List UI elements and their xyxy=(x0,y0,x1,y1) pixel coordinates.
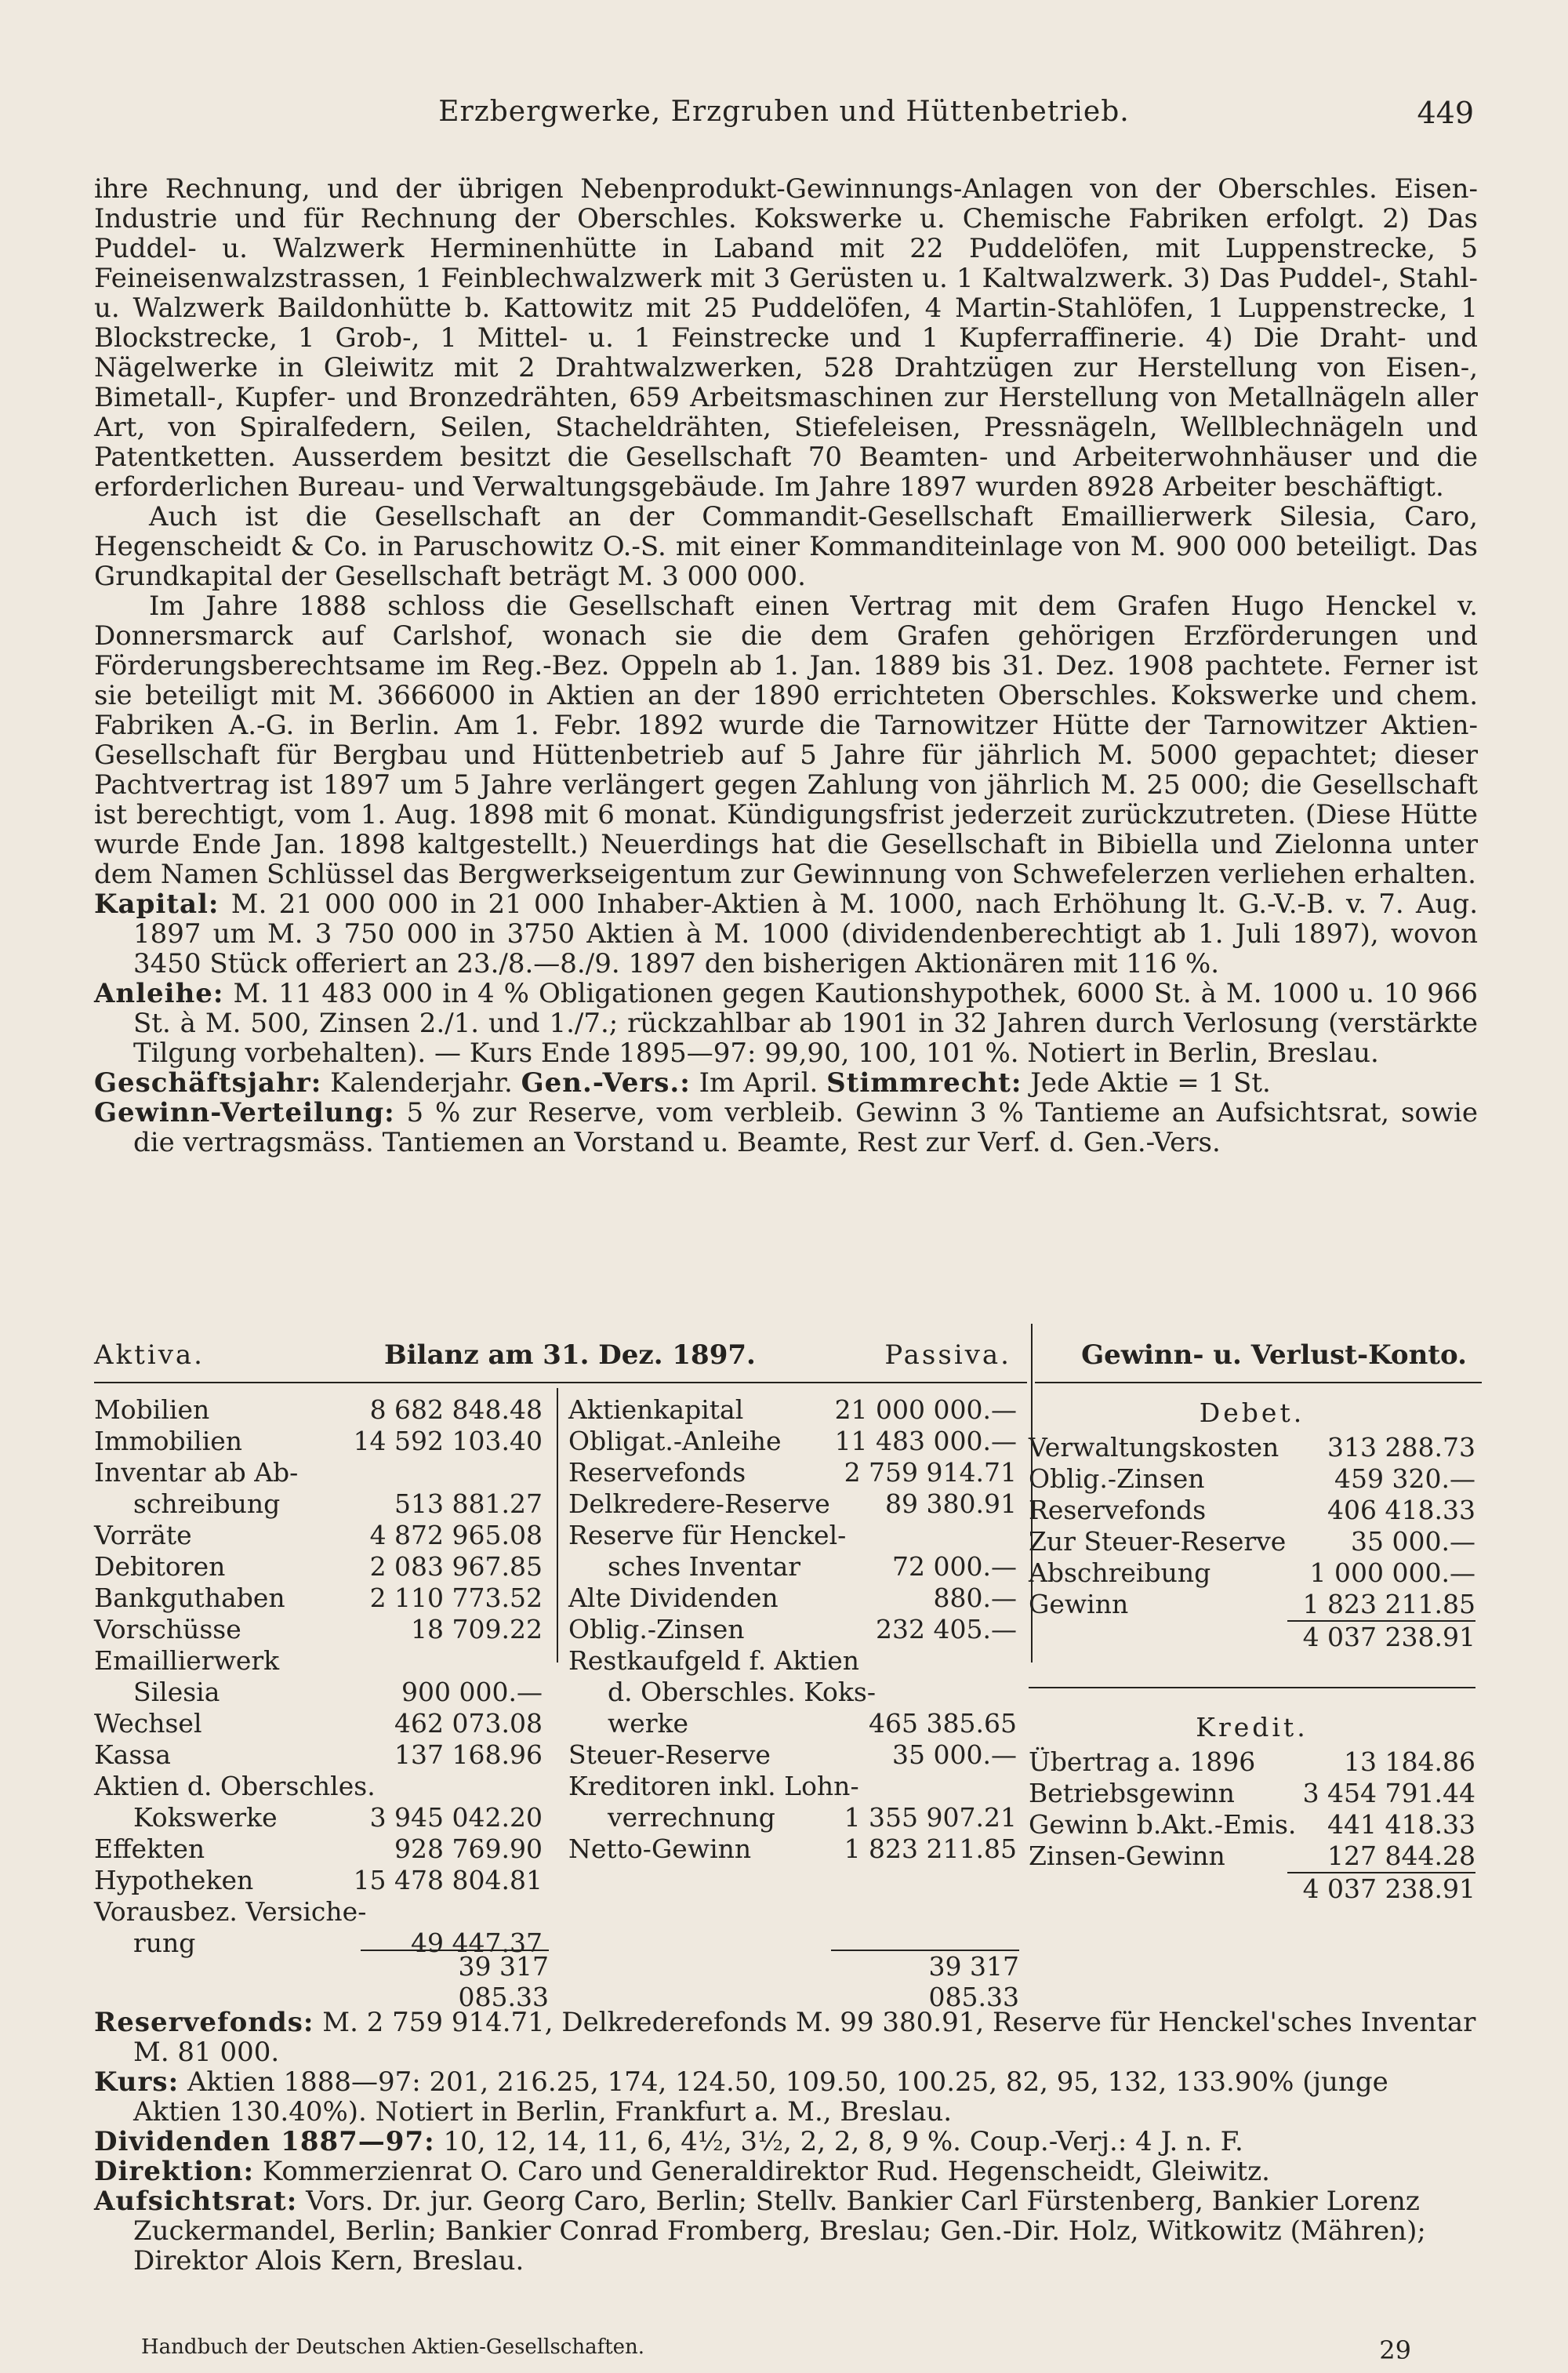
kredit-total: 4 037 238.91 xyxy=(1287,1872,1475,1904)
table-row xyxy=(94,1802,543,1833)
kapital-text: M. 21 000 000 in 21 000 Inhaber-Aktien à M. 1000, nach Erhöhung lt. G.-V.-B. v. 7. Aug. 1897 um M. 3 750 000 in 3750 Aktien à M. 1000 (dividendenberechtigt ab 1. Juli 1897), wovon 3450 Stück offeriert an 23./8.—8./9. 1897 den bisherigen Aktionären mit 116 %. xyxy=(133,889,1478,979)
table-row xyxy=(94,1677,543,1708)
row-label: Debitoren xyxy=(94,1551,226,1582)
table-row xyxy=(94,1426,543,1457)
table-row xyxy=(1029,1463,1475,1495)
row-value: 14 592 103.40 xyxy=(353,1426,543,1456)
guv-title: Gewinn- u. Verlust-Konto. xyxy=(1081,1339,1467,1371)
section-geschaeftsjahr xyxy=(94,1068,1478,1098)
row-label: Gewinn xyxy=(1029,1589,1129,1619)
table-row xyxy=(568,1614,1017,1645)
table-row xyxy=(94,1488,543,1520)
row-value: 880.— xyxy=(933,1583,1017,1613)
section-kurs xyxy=(94,2067,1478,2127)
aktiva-list xyxy=(94,1394,543,1959)
table-row xyxy=(568,1426,1017,1457)
row-label: Steuer-Reserve xyxy=(568,1739,771,1770)
balance-header-rule xyxy=(94,1382,1027,1383)
row-label: Zur Steuer-Reserve xyxy=(1029,1526,1287,1557)
guv-mid-rule xyxy=(1029,1687,1475,1688)
page-number: 449 xyxy=(1417,96,1474,130)
company-details xyxy=(94,2008,1478,2276)
row-label: Obligat.-Anleihe xyxy=(568,1426,782,1456)
reservefonds-label: Reservefonds: xyxy=(94,2007,314,2038)
row-label: Hypotheken xyxy=(94,1865,254,1895)
row-label: Oblig.-Zinsen xyxy=(568,1614,745,1644)
row-value: 2 110 773.52 xyxy=(369,1583,543,1613)
row-label: Betriebsgewinn xyxy=(1029,1778,1235,1808)
row-label: Bankguthaben xyxy=(94,1583,285,1613)
row-label: Übertrag a. 1896 xyxy=(1029,1746,1256,1777)
row-label: Vorräte xyxy=(94,1520,192,1550)
table-row xyxy=(1029,1526,1475,1557)
row-label: Kokswerke xyxy=(133,1802,278,1833)
row-value: 137 168.96 xyxy=(394,1739,543,1770)
guv-header-rule xyxy=(1035,1382,1482,1383)
row-value: 2 083 967.85 xyxy=(369,1551,543,1582)
row-value: 72 000.— xyxy=(892,1551,1017,1582)
row-value: 1 823 211.85 xyxy=(1302,1589,1475,1619)
debet-label: Debet. xyxy=(1199,1397,1305,1428)
paragraph-contracts: Im Jahre 1888 schloss die Gesellschaft einen Vertrag mit dem Grafen Hugo Henckel v. Donnersmarck auf Carlshof, wonach sie die dem Grafen gehörigen Erzförderungen und Förderungsberechtsame im Reg.-Bez. Oppeln ab 1. Jan. 1889 bis 31. Dez. 1908 pachtete. Ferner ist sie beteiligt mit M. 3666000 in Aktien an der 1890 errichteten Oberschles. Kokswerke und chem. Fabriken A.-G. in Berlin. Am 1. Febr. 1892 wurde die Tarnowitzer Hütte der Tarnowitzer Aktien-Gesellschaft für Bergbau und Hüttenbetrieb auf 5 Jahre für jährlich M. 5000 gepachtet; dieser Pachtvertrag ist 1897 um 5 Jahre verlängert gegen Zahlung von jährlich M. 25 000; die Gesellschaft ist berechtigt, vom 1. Aug. 1898 mit 6 monat. Kündigungsfrist jederzeit zurückzutreten. (Diese Hütte wurde Ende Jan. 1898 kaltgestellt.) Neuerdings hat die Gesellschaft in Bibiella und Zielonna unter dem Namen Schlüssel das Bergwerkseigentum zur Gewinnung von Schwefelerzen verliehen erhalten. xyxy=(94,591,1478,890)
row-value: 3 454 791.44 xyxy=(1302,1778,1475,1808)
row-label: Kreditoren inkl. Lohn- xyxy=(568,1771,859,1801)
stimmrecht-text: Jede Aktie = 1 St. xyxy=(1030,1067,1271,1099)
kurs-label: Kurs: xyxy=(94,2066,180,2098)
row-value: 8 682 848.48 xyxy=(369,1394,543,1425)
row-label: Immobilien xyxy=(94,1426,243,1456)
row-label: Emaillierwerk xyxy=(94,1645,280,1676)
table-row xyxy=(1029,1746,1475,1778)
table-row xyxy=(568,1645,1017,1677)
table-row xyxy=(1029,1841,1475,1872)
row-label: verrechnung xyxy=(608,1802,775,1833)
row-value: 35 000.— xyxy=(892,1739,1017,1770)
section-kapital xyxy=(94,889,1478,979)
row-value: 465 385.65 xyxy=(869,1708,1017,1739)
row-value: 406 418.33 xyxy=(1327,1495,1475,1525)
row-label: d. Oberschles. Koks- xyxy=(608,1677,876,1707)
guv-area xyxy=(1029,1397,1475,1904)
row-label: Wechsel xyxy=(94,1708,202,1739)
row-label: Delkredere-Reserve xyxy=(568,1488,830,1519)
table-row xyxy=(568,1833,1017,1865)
section-dividenden xyxy=(94,2127,1478,2157)
table-row xyxy=(568,1520,1017,1551)
table-row xyxy=(568,1708,1017,1739)
table-row xyxy=(1029,1809,1475,1841)
table-row xyxy=(94,1457,543,1488)
row-value: 1 000 000.— xyxy=(1309,1557,1475,1588)
section-reservefonds xyxy=(94,2008,1478,2067)
table-row xyxy=(568,1457,1017,1488)
balance-title: Bilanz am 31. Dez. 1897. xyxy=(384,1339,756,1371)
table-row xyxy=(1029,1778,1475,1809)
table-row xyxy=(568,1771,1017,1802)
row-label: Reserve für Henckel- xyxy=(568,1520,847,1550)
row-value: 18 709.22 xyxy=(411,1614,543,1644)
reservefonds-text: M. 2 759 914.71, Delkrederefonds M. 99 380.91, Reserve für Henckel'sches Inventar M. 81 000. xyxy=(133,2007,1476,2068)
aktiva-total: 39 317 085.33 xyxy=(361,1950,549,2012)
table-row xyxy=(94,1771,543,1802)
row-label: werke xyxy=(608,1708,689,1739)
row-label: Verwaltungskosten xyxy=(1029,1432,1279,1463)
row-label: Inventar ab Ab- xyxy=(94,1457,299,1488)
gewinn-verteilung-label: Gewinn-Verteilung: xyxy=(94,1097,395,1128)
aktiva-passiva-divider xyxy=(557,1388,558,1663)
debet-total: 4 037 238.91 xyxy=(1287,1620,1475,1652)
main-text xyxy=(94,174,1478,1157)
table-row xyxy=(568,1677,1017,1708)
geschaeftsjahr-label: Geschäftsjahr: xyxy=(94,1067,322,1099)
row-value: 513 881.27 xyxy=(394,1488,543,1519)
row-label: Silesia xyxy=(133,1677,220,1707)
row-label: Aktienkapital xyxy=(568,1394,744,1425)
table-row xyxy=(568,1583,1017,1614)
kurs-text: Aktien 1888—97: 201, 216.25, 174, 124.50, 109.50, 100.25, 82, 95, 132, 133.90% (junge Aktien 130.40%). Notiert in Berlin, Frankfurt a. M., Breslau. xyxy=(133,2066,1388,2128)
row-label: Kassa xyxy=(94,1739,171,1770)
row-value: 313 288.73 xyxy=(1327,1432,1475,1463)
dividenden-label: Dividenden 1887—97: xyxy=(94,2126,435,2157)
row-label: Gewinn b.Akt.-Emis. xyxy=(1029,1809,1297,1840)
table-row xyxy=(94,1551,543,1583)
dividenden-text: 10, 12, 14, 11, 6, 4½, 3½, 2, 2, 8, 9 %. Coup.-Verj.: 4 J. n. F. xyxy=(443,2126,1243,2157)
table-row xyxy=(568,1739,1017,1771)
table-row xyxy=(1029,1432,1475,1463)
table-row xyxy=(94,1739,543,1771)
table-row xyxy=(568,1488,1017,1520)
row-label: Alte Dividenden xyxy=(568,1583,779,1613)
stimmrecht-label: Stimmrecht: xyxy=(826,1067,1022,1099)
section-aufsichtsrat xyxy=(94,2186,1478,2276)
row-value: 15 478 804.81 xyxy=(353,1865,543,1895)
direktion-text: Kommerzienrat O. Caro und Generaldirektor Rud. Hegenscheidt, Gleiwitz. xyxy=(262,2156,1270,2187)
kredit-label: Kredit. xyxy=(1196,1712,1308,1743)
table-row xyxy=(94,1520,543,1551)
aufsichtsrat-text: Vors. Dr. jur. Georg Caro, Berlin; Stellv. Bankier Carl Fürstenberg, Bankier Lorenz Zuckermandel, Berlin; Bankier Conrad Fromberg, Breslau; Gen.-Dir. Holz, Witkowitz (Mähren); Direktor Alois Kern, Breslau. xyxy=(133,2186,1426,2277)
section-gewinn-verteilung xyxy=(94,1098,1478,1157)
row-label: Restkaufgeld f. Aktien xyxy=(568,1645,859,1676)
table-row xyxy=(94,1645,543,1677)
row-label: Vorschüsse xyxy=(94,1614,241,1644)
gen-vers-label: Gen.-Vers.: xyxy=(521,1067,691,1099)
row-value: 13 184.86 xyxy=(1344,1746,1475,1777)
row-value: 127 844.28 xyxy=(1327,1841,1475,1871)
table-row xyxy=(94,1896,543,1928)
row-value: 462 073.08 xyxy=(394,1708,543,1739)
passiva-label: Passiva. xyxy=(884,1339,1011,1371)
row-label: Mobilien xyxy=(94,1394,210,1425)
row-value: 3 945 042.20 xyxy=(369,1802,543,1833)
table-row xyxy=(1029,1557,1475,1589)
running-title: Erzbergwerke, Erzgruben und Hüttenbetrieb. xyxy=(438,96,1130,128)
geschaeftsjahr-text: Kalenderjahr. xyxy=(330,1067,513,1099)
row-value: 1 823 211.85 xyxy=(844,1833,1017,1864)
row-value: 49 447.37 xyxy=(411,1928,543,1958)
row-value: 928 769.90 xyxy=(394,1833,543,1864)
gen-vers-text: Im April. xyxy=(699,1067,818,1099)
row-value: 11 483 000.— xyxy=(834,1426,1017,1456)
row-label: Aktien d. Oberschles. xyxy=(94,1771,376,1801)
passiva-list xyxy=(568,1394,1017,1865)
anleihe-text: M. 11 483 000 in 4 % Obligationen gegen Kautionshypothek, 6000 St. à M. 1000 u. 10 966 St. à M. 500, Zinsen 2./1. und 1./7.; rückzahlbar ab 1901 in 32 Jahren durch Verlosung (verstärkte Tilgung vorbehalten). — Kurs Ende 1895—97: 99,90, 100, 101 %. Notiert in Berlin, Breslau. xyxy=(133,978,1478,1069)
table-row xyxy=(94,1394,543,1426)
kapital-label: Kapital: xyxy=(94,889,220,920)
kredit-list xyxy=(1029,1746,1475,1872)
passiva-total: 39 317 085.33 xyxy=(831,1950,1019,2012)
row-value: 232 405.— xyxy=(876,1614,1017,1644)
row-value: 459 320.— xyxy=(1334,1463,1475,1494)
table-row xyxy=(94,1708,543,1739)
anleihe-label: Anleihe: xyxy=(94,978,224,1009)
row-label: sches Inventar xyxy=(608,1551,801,1582)
row-label: Netto-Gewinn xyxy=(568,1833,752,1864)
table-row xyxy=(94,1583,543,1614)
section-anleihe xyxy=(94,979,1478,1068)
row-label: Abschreibung xyxy=(1029,1557,1211,1588)
section-direktion xyxy=(94,2157,1478,2186)
row-value: 2 759 914.71 xyxy=(844,1457,1017,1488)
page-footer xyxy=(141,2335,1458,2365)
row-value: 441 418.33 xyxy=(1327,1809,1475,1840)
table-row xyxy=(1029,1495,1475,1526)
row-value: 21 000 000.— xyxy=(834,1394,1017,1425)
running-header xyxy=(94,96,1474,143)
aufsichtsrat-label: Aufsichtsrat: xyxy=(94,2186,298,2217)
row-label: rung xyxy=(133,1928,196,1958)
direktion-label: Direktion: xyxy=(94,2156,255,2187)
aktiva-label: Aktiva. xyxy=(94,1339,205,1371)
table-row xyxy=(1029,1589,1475,1620)
row-value: 900 000.— xyxy=(401,1677,543,1707)
row-label: schreibung xyxy=(133,1488,281,1519)
row-label: Vorausbez. Versiche- xyxy=(94,1896,367,1927)
gewinn-verteilung-text: 5 % zur Reserve, vom verbleib. Gewinn 3 % Tantieme an Aufsichtsrat, sowie die vertragsmäss. Tantiemen an Vorstand u. Beamte, Rest zur Verf. d. Gen.-Vers. xyxy=(133,1097,1478,1158)
paragraph-works: ihre Rechnung, und der übrigen Nebenprodukt-Gewinnungs-Anlagen von der Oberschles. Eisen-Industrie und für Rechnung der Oberschles. Kokswerke u. Chemische Fabriken erfolgt. 2) Das Puddel- u. Walzwerk Herminenhütte in Laband mit 22 Puddelöfen, mit Luppenstrecke, 5 Feineisenwalzstrassen, 1 Feinblechwalzwerk mit 3 Gerüsten u. 1 Kaltwalzwerk. 3) Das Puddel-, Stahl- u. Walzwerk Baildonhütte b. Kattowitz mit 25 Puddelöfen, 4 Martin-Stahlöfen, 1 Luppenstrecke, 1 Blockstrecke, 1 Grob-, 1 Mittel- u. 1 Feinstrecke und 1 Kupferraffinerie. 4) Die Draht- und Nägelwerke in Gleiwitz mit 2 Drahtwalzwerken, 528 Drahtzügen zur Herstellung von Eisen-, Bimetall-, Kupfer- und Bronzedrähten, 659 Arbeitsmaschinen zur Herstellung von Metallnägeln aller Art, von Spiralfedern, Seilen, Stacheldrähten, Stiefeleisen, Pressnägeln, Wellblechnägeln und Patentketten. Ausserdem besitzt die Gesellschaft 70 Beamten- und Arbeiterwohnhäuser und die erforderlichen Bureau- und Verwaltungsgebäude. Im Jahre 1897 wurden 8928 Arbeiter beschäftigt. xyxy=(94,173,1478,503)
row-label: Reservefonds xyxy=(568,1457,746,1488)
table-row xyxy=(568,1394,1017,1426)
table-row xyxy=(94,1833,543,1865)
row-label: Zinsen-Gewinn xyxy=(1029,1841,1225,1871)
row-value: 4 872 965.08 xyxy=(369,1520,543,1550)
row-value: 1 355 907.21 xyxy=(844,1802,1017,1833)
row-label: Effekten xyxy=(94,1833,205,1864)
table-row xyxy=(568,1551,1017,1583)
row-value: 35 000.— xyxy=(1351,1526,1475,1557)
row-value: 89 380.91 xyxy=(885,1488,1017,1519)
paragraph-participation: Auch ist die Gesellschaft an der Commandit-Gesellschaft Emaillierwerk Silesia, Caro, Hegenscheidt & Co. in Paruschowitz O.-S. mit einer Kommanditeinlage von M. 900 000 beteiligt. Das Grundkapital der Gesellschaft beträgt M. 3 000 000. xyxy=(94,501,1478,592)
table-row xyxy=(94,1865,543,1896)
debet-list xyxy=(1029,1432,1475,1620)
table-row xyxy=(94,1614,543,1645)
footer-title: Handbuch der Deutschen Aktien-Gesellschaften. xyxy=(141,2335,645,2359)
signature-number: 29 xyxy=(1379,2335,1411,2365)
table-row xyxy=(568,1802,1017,1833)
row-label: Reservefonds xyxy=(1029,1495,1207,1525)
row-label: Oblig.-Zinsen xyxy=(1029,1463,1205,1494)
